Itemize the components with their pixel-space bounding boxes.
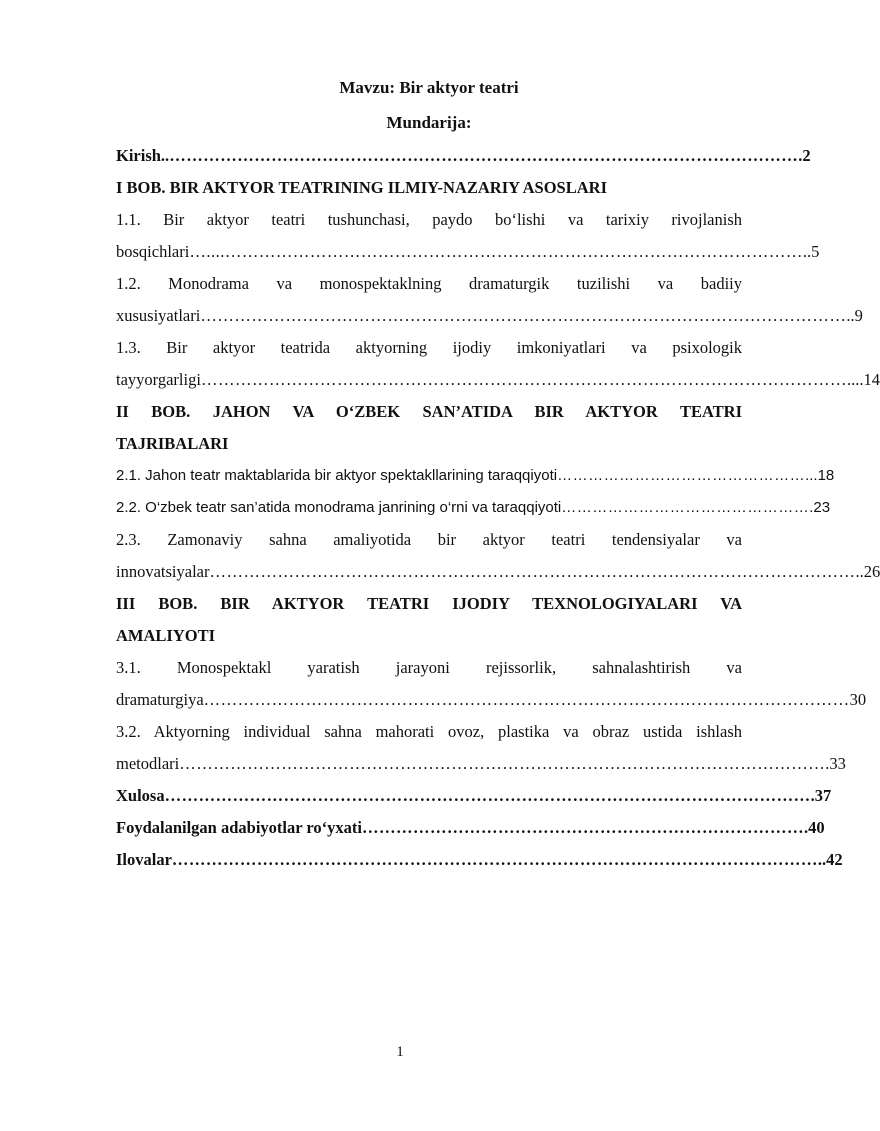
toc-entry-2-3-line1[interactable]: 2.3. Zamonaviy sahna amaliyotida bir aktyor teatri tendensiyalar va	[116, 530, 742, 549]
dot-leader: ……………………………………………………………………………………………………	[200, 370, 847, 389]
toc-entry-label: Xulosa	[116, 786, 165, 805]
toc-entry-3-2-line1[interactable]: 3.2. Aktyorning individual sahna mahorati ovoz, plastika va obraz ustida ishlash	[116, 722, 742, 741]
toc-entry-3-2-line2[interactable]	[116, 748, 846, 780]
toc-entry-1-3-line1[interactable]: 1.3. Bir aktyor teatrida aktyorning ijodiy imkoniyatlari va psixologik	[116, 338, 742, 357]
toc-page-number: ....14	[846, 370, 880, 389]
toc-page-number: 30	[849, 690, 867, 709]
dot-leader: ……………………………………………………………………………………………………	[200, 306, 847, 325]
toc-entry-label: Foydalanilgan adabiyotlar ro‘yxati	[116, 818, 363, 837]
table-of-contents	[116, 70, 880, 876]
toc-chapter-2[interactable]	[116, 396, 742, 460]
toc-chapter-1[interactable]	[116, 172, 742, 204]
toc-entry-2-2[interactable]	[116, 492, 831, 524]
toc-entry-1-2-line1[interactable]: 1.2. Monodrama va monospektaklning dramaturgik tuzilishi va badiiy	[116, 274, 742, 293]
toc-entry-label: Ilovalar	[116, 850, 172, 869]
toc-page-number: .37	[810, 786, 832, 805]
dot-leader: ……………………………………………………………………………………………………	[179, 754, 826, 773]
chapter-title: I BOB. BIR AKTYOR TEATRINING ILMIY-NAZARIY ASOSLARI	[116, 178, 607, 197]
toc-entry-3-1-line1[interactable]: 3.1. Monospektakl yaratish jarayoni rejissorlik, sahnalashtirish va	[116, 658, 742, 677]
toc-entry-1-1-line1[interactable]: 1.1. Bir aktyor teatri tushunchasi, paydo bo‘lishi va tarixiy rivojlanish	[116, 210, 742, 229]
contents-heading: Mundarija:	[386, 113, 472, 132]
dot-leader: ……………………………………………………………………	[362, 818, 805, 837]
dot-leader: …………………………………………	[561, 499, 810, 516]
toc-page-number: .2	[798, 146, 811, 165]
toc-entry-appendix[interactable]	[116, 844, 843, 876]
toc-entry-1-3-line2[interactable]	[116, 364, 880, 396]
toc-entry-2-1[interactable]	[116, 460, 835, 492]
toc-entry-label: 2.2. O‘zbek teatr san’atida monodrama janrining o‘rni va taraqqiyoti	[116, 499, 562, 516]
toc-page-number: ...18	[805, 467, 835, 484]
toc-entry-label: bosqichlari	[116, 242, 190, 261]
dot-leader: …………………………………………	[557, 467, 806, 484]
dot-leader: …………………………………………………………………………………………………	[169, 146, 799, 165]
page-number: 1	[396, 1044, 404, 1060]
toc-entry-label: 2.1. Jahon teatr maktablarida bir aktyor spektakllarining taraqqiyoti	[116, 467, 558, 484]
toc-page-number: .23	[809, 499, 831, 516]
toc-page-number: .40	[804, 818, 825, 837]
toc-page-number: ..26	[855, 562, 880, 581]
dot-leader: ……………………………………………………………………………………………………	[209, 562, 856, 581]
dot-leader: ……………………………………………………………………………………………………	[203, 690, 850, 709]
toc-entry-label: innovatsiyalar	[116, 562, 210, 581]
toc-entry-3-1-line2[interactable]	[116, 684, 867, 716]
toc-entry-1-2-line2[interactable]	[116, 300, 863, 332]
toc-entry-references[interactable]	[116, 812, 825, 844]
toc-entry-2-3-line2[interactable]	[116, 556, 880, 588]
toc-entry-1-1-line2[interactable]	[116, 236, 820, 268]
chapter-title-line1: III BOB. BIR AKTYOR TEATRI IJODIY TEXNOLOGIYALARI VA	[116, 594, 742, 613]
chapter-title-line1: II BOB. JAHON VA O‘ZBEK SAN’ATIDA BIR AKTYOR TEATRI	[116, 402, 742, 421]
toc-entry-label: metodlari	[116, 754, 180, 773]
toc-entry-conclusion[interactable]	[116, 780, 832, 812]
toc-entry-label: xususiyatlari	[116, 306, 201, 325]
chapter-title-line2: TAJRIBALARI	[116, 434, 229, 453]
dot-leader: ……………………………………………………………………………………………………	[164, 786, 811, 805]
toc-page-number: ..5	[802, 242, 820, 261]
toc-chapter-3[interactable]	[116, 588, 742, 652]
chapter-title-line2: AMALIYOTI	[116, 626, 216, 645]
toc-entry-label: tayyorgarligi	[116, 370, 201, 389]
toc-page-number: .33	[825, 754, 846, 773]
toc-entry-intro[interactable]	[116, 140, 811, 172]
dot-leader: ……………………………………………………………………………………………………	[171, 850, 818, 869]
toc-entry-label: dramaturgiya	[116, 690, 204, 709]
dot-leader: …....…………………………………………………………………………………………	[189, 242, 803, 261]
toc-page-number: ..9	[846, 306, 863, 325]
topic-title: Mavzu: Bir aktyor teatri	[339, 78, 519, 97]
toc-entry-label: Kirish..	[116, 146, 170, 165]
toc-page-number: ..42	[817, 850, 843, 869]
